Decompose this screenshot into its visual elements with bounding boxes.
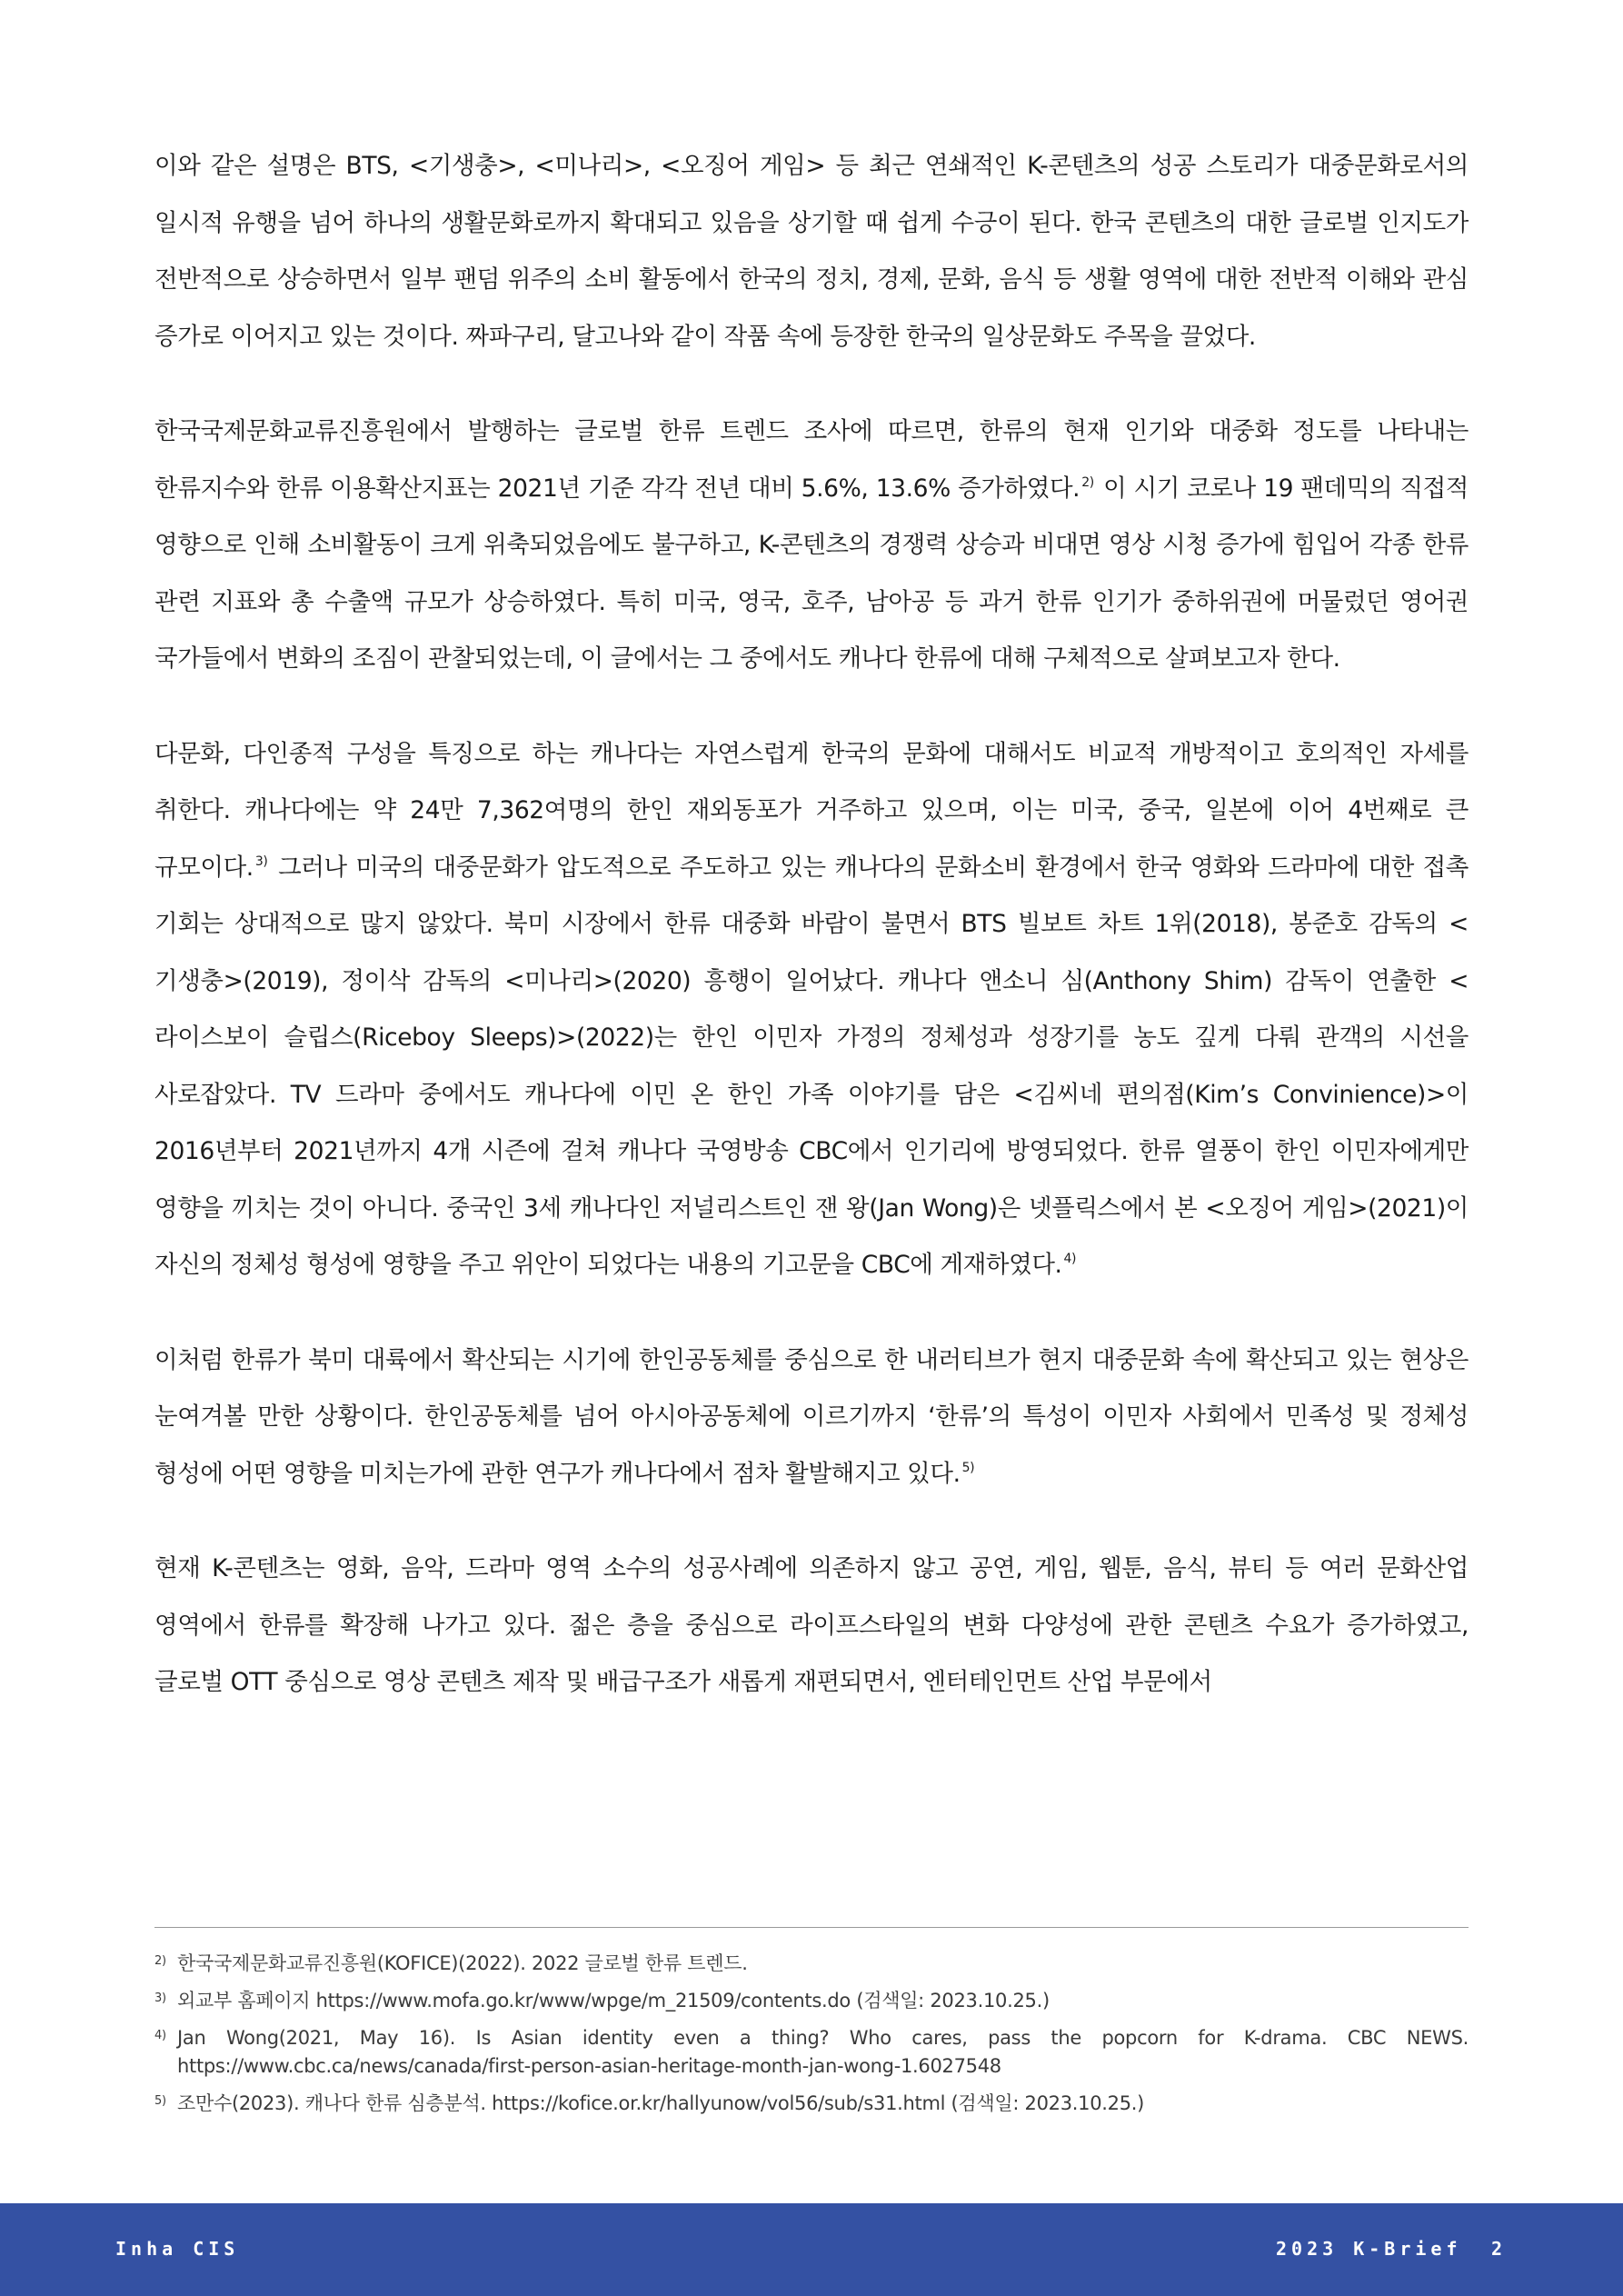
footnote-divider [154, 1927, 1469, 1928]
footnote-ref-2[interactable]: 2) [1081, 474, 1094, 490]
footnote-3 [154, 1987, 1469, 2015]
paragraph-text: 이처럼 한류가 북미 대륙에서 확산되는 시기에 한인공동체를 중심으로 한 내러티브가 현지 대중문화 속에 확산되고 있는 현상은 눈여겨볼 만한 상황이다. 한인공동체를 넘어 아시아공동체에 이르기까지 ‘한류’의 특성이 이민자 사회에서 민족성 및 정체성 형성에 어떤 영향을 미치는가에 관한 연구가 캐나다에서 점차 활발해지고 있다. [154, 1345, 1469, 1488]
paragraph-5 [154, 1541, 1469, 1712]
paragraph-4 [154, 1333, 1469, 1503]
footnote-ref-3[interactable]: 3) [254, 854, 268, 869]
paragraph-text: 한국국제문화교류진흥원에서 발행하는 글로벌 한류 트렌드 조사에 따르면, 한류의 현재 인기와 대중화 정도를 나타내는 한류지수와 한류 이용확산지표는 2021년 기준 각각 전년 대비 5.6%, 13.6% 증가하였다. [154, 417, 1469, 503]
footnote-mark: 4) [154, 2029, 166, 2042]
footnote-text[interactable]: 조만수(2023). 캐나다 한류 심층분석. https://kofice.or.kr/hallyunow/vol56/sub/s31.html (검색일: 2023.10.25.) [177, 2092, 1145, 2114]
footnote-4 [154, 2024, 1469, 2081]
paragraph-2 [154, 404, 1469, 688]
page-footer [0, 2203, 1623, 2296]
footnote-text[interactable]: 외교부 홈페이지 https://www.mofa.go.kr/www/wpge/m_21509/contents.do (검색일: 2023.10.25.) [177, 1990, 1050, 2011]
footer-publisher: Inha CIS [115, 2238, 240, 2260]
footnote-ref-5[interactable]: 5) [961, 1460, 975, 1475]
footnotes [154, 1950, 1469, 2127]
footnote-mark: 2) [154, 1954, 166, 1968]
paragraph-text: 그러나 미국의 대중문화가 압도적으로 주도하고 있는 캐나다의 문화소비 환경에서 한국 영화와 드라마에 대한 접촉 기회는 상대적으로 많지 않았다. 북미 시장에서 한류 대중화 바람이 불면서 BTS 빌보트 차트 1위(2018), 봉준호 감독의 <기생충>(2019), 정이삭 감독의 <미나리>(2020) 흥행이 일어났다. 캐나다 앤소니 심(Anthony Shim) 감독이 연출한 <라이스보이 슬립스(Riceboy Sleeps)>(2022)는 한인 이민자 가정의 정체성과 성장기를 농도 깊게 다뤄 관객의 시선을 사로잡았다. TV 드라마 중에서도 캐나다에 이민 온 한인 가족 이야기를 담은 <김씨네 편의점(Kim’s Convinience)>이 2016년부터 2021년까지 4개 시즌에 걸쳐 캐나다 국영방송 CBC에서 인기리에 방영되었다. 한류 열풍이 한인 이민자에게만 영향을 끼치는 것이 아니다. 중국인 3세 캐나다인 저널리스트인 잰 왕(Jan Wong)은 넷플릭스에서 본 <오징어 게임>(2021)이 자신의 정체성 형성에 영향을 주고 위안이 되었다는 내용의 기고문을 CBC에 게재하였다. [154, 853, 1469, 1279]
paragraph-text: 이 시기 코로나 19 팬데믹의 직접적 영향으로 인해 소비활동이 크게 위축되었음에도 불구하고, K-콘텐츠의 경쟁력 상승과 비대면 영상 시청 증가에 힘입어 각종 한류 관련 지표와 총 수출액 규모가 상승하였다. 특히 미국, 영국, 호주, 남아공 등 과거 한류 인기가 중하위권에 머물렀던 영어권 국가들에서 변화의 조짐이 관찰되었는데, 이 글에서는 그 중에서도 캐나다 한류에 대해 구체적으로 살펴보고자 한다. [154, 474, 1469, 673]
footnote-2 [154, 1950, 1469, 1978]
footnote-mark: 5) [154, 2094, 166, 2108]
paragraph-text: 현재 K-콘텐츠는 영화, 음악, 드라마 영역 소수의 성공사례에 의존하지 않고 공연, 게임, 웹툰, 음식, 뷰티 등 여러 문화산업 영역에서 한류를 확장해 나가고 있다. 젊은 층을 중심으로 라이프스타일의 변화 다양성에 관한 콘텐츠 수요가 증가하였고, 글로벌 OTT 중심으로 영상 콘텐츠 제작 및 배급구조가 새롭게 재편되면서, 엔터테인먼트 산업 부문에서 [154, 1554, 1469, 1696]
page-number: 2 [1491, 2238, 1503, 2260]
paragraph-3 [154, 726, 1469, 1294]
main-text [154, 138, 1469, 1750]
paragraph-text: 다문화, 다인종적 구성을 특징으로 하는 캐나다는 자연스럽게 한국의 문화에 대해서도 비교적 개방적이고 호의적인 자세를 취한다. 캐나다에는 약 24만 7,362여명의 한인 재외동포가 거주하고 있으며, 이는 미국, 중국, 일본에 이어 4번째로 큰 규모이다. [154, 739, 1469, 882]
footer-publication: 2023 K-Brief [1276, 2238, 1462, 2260]
footnote-text: 한국국제문화교류진흥원(KOFICE)(2022). 2022 글로벌 한류 트렌드. [177, 1952, 748, 1974]
footnote-ref-4[interactable]: 4) [1063, 1252, 1077, 1266]
footnote-text[interactable]: Jan Wong(2021, May 16). Is Asian identity even a thing? Who cares, pass the popcorn for K-drama. CBC NEWS. https://www.cbc.ca/news/canada/first-person-asian-heritage-month-jan-wong-1.6027548 [177, 2027, 1469, 2077]
paragraph-text: 이와 같은 설명은 BTS, <기생충>, <미나리>, <오징어 게임> 등 최근 연쇄적인 K-콘텐츠의 성공 스토리가 대중문화로서의 일시적 유행을 넘어 하나의 생활문화로까지 확대되고 있음을 상기할 때 쉽게 수긍이 된다. 한국 콘텐츠의 대한 글로벌 인지도가 전반적으로 상승하면서 일부 팬덤 위주의 소비 활동에서 한국의 정치, 경제, 문화, 음식 등 생활 영역에 대한 전반적 이해와 관심 증가로 이어지고 있는 것이다. 짜파구리, 달고나와 같이 작품 속에 등장한 한국의 일상문화도 주목을 끌었다. [154, 152, 1469, 351]
footnote-mark: 3) [154, 1992, 166, 2005]
footnote-5 [154, 2090, 1469, 2118]
paragraph-1 [154, 138, 1469, 365]
